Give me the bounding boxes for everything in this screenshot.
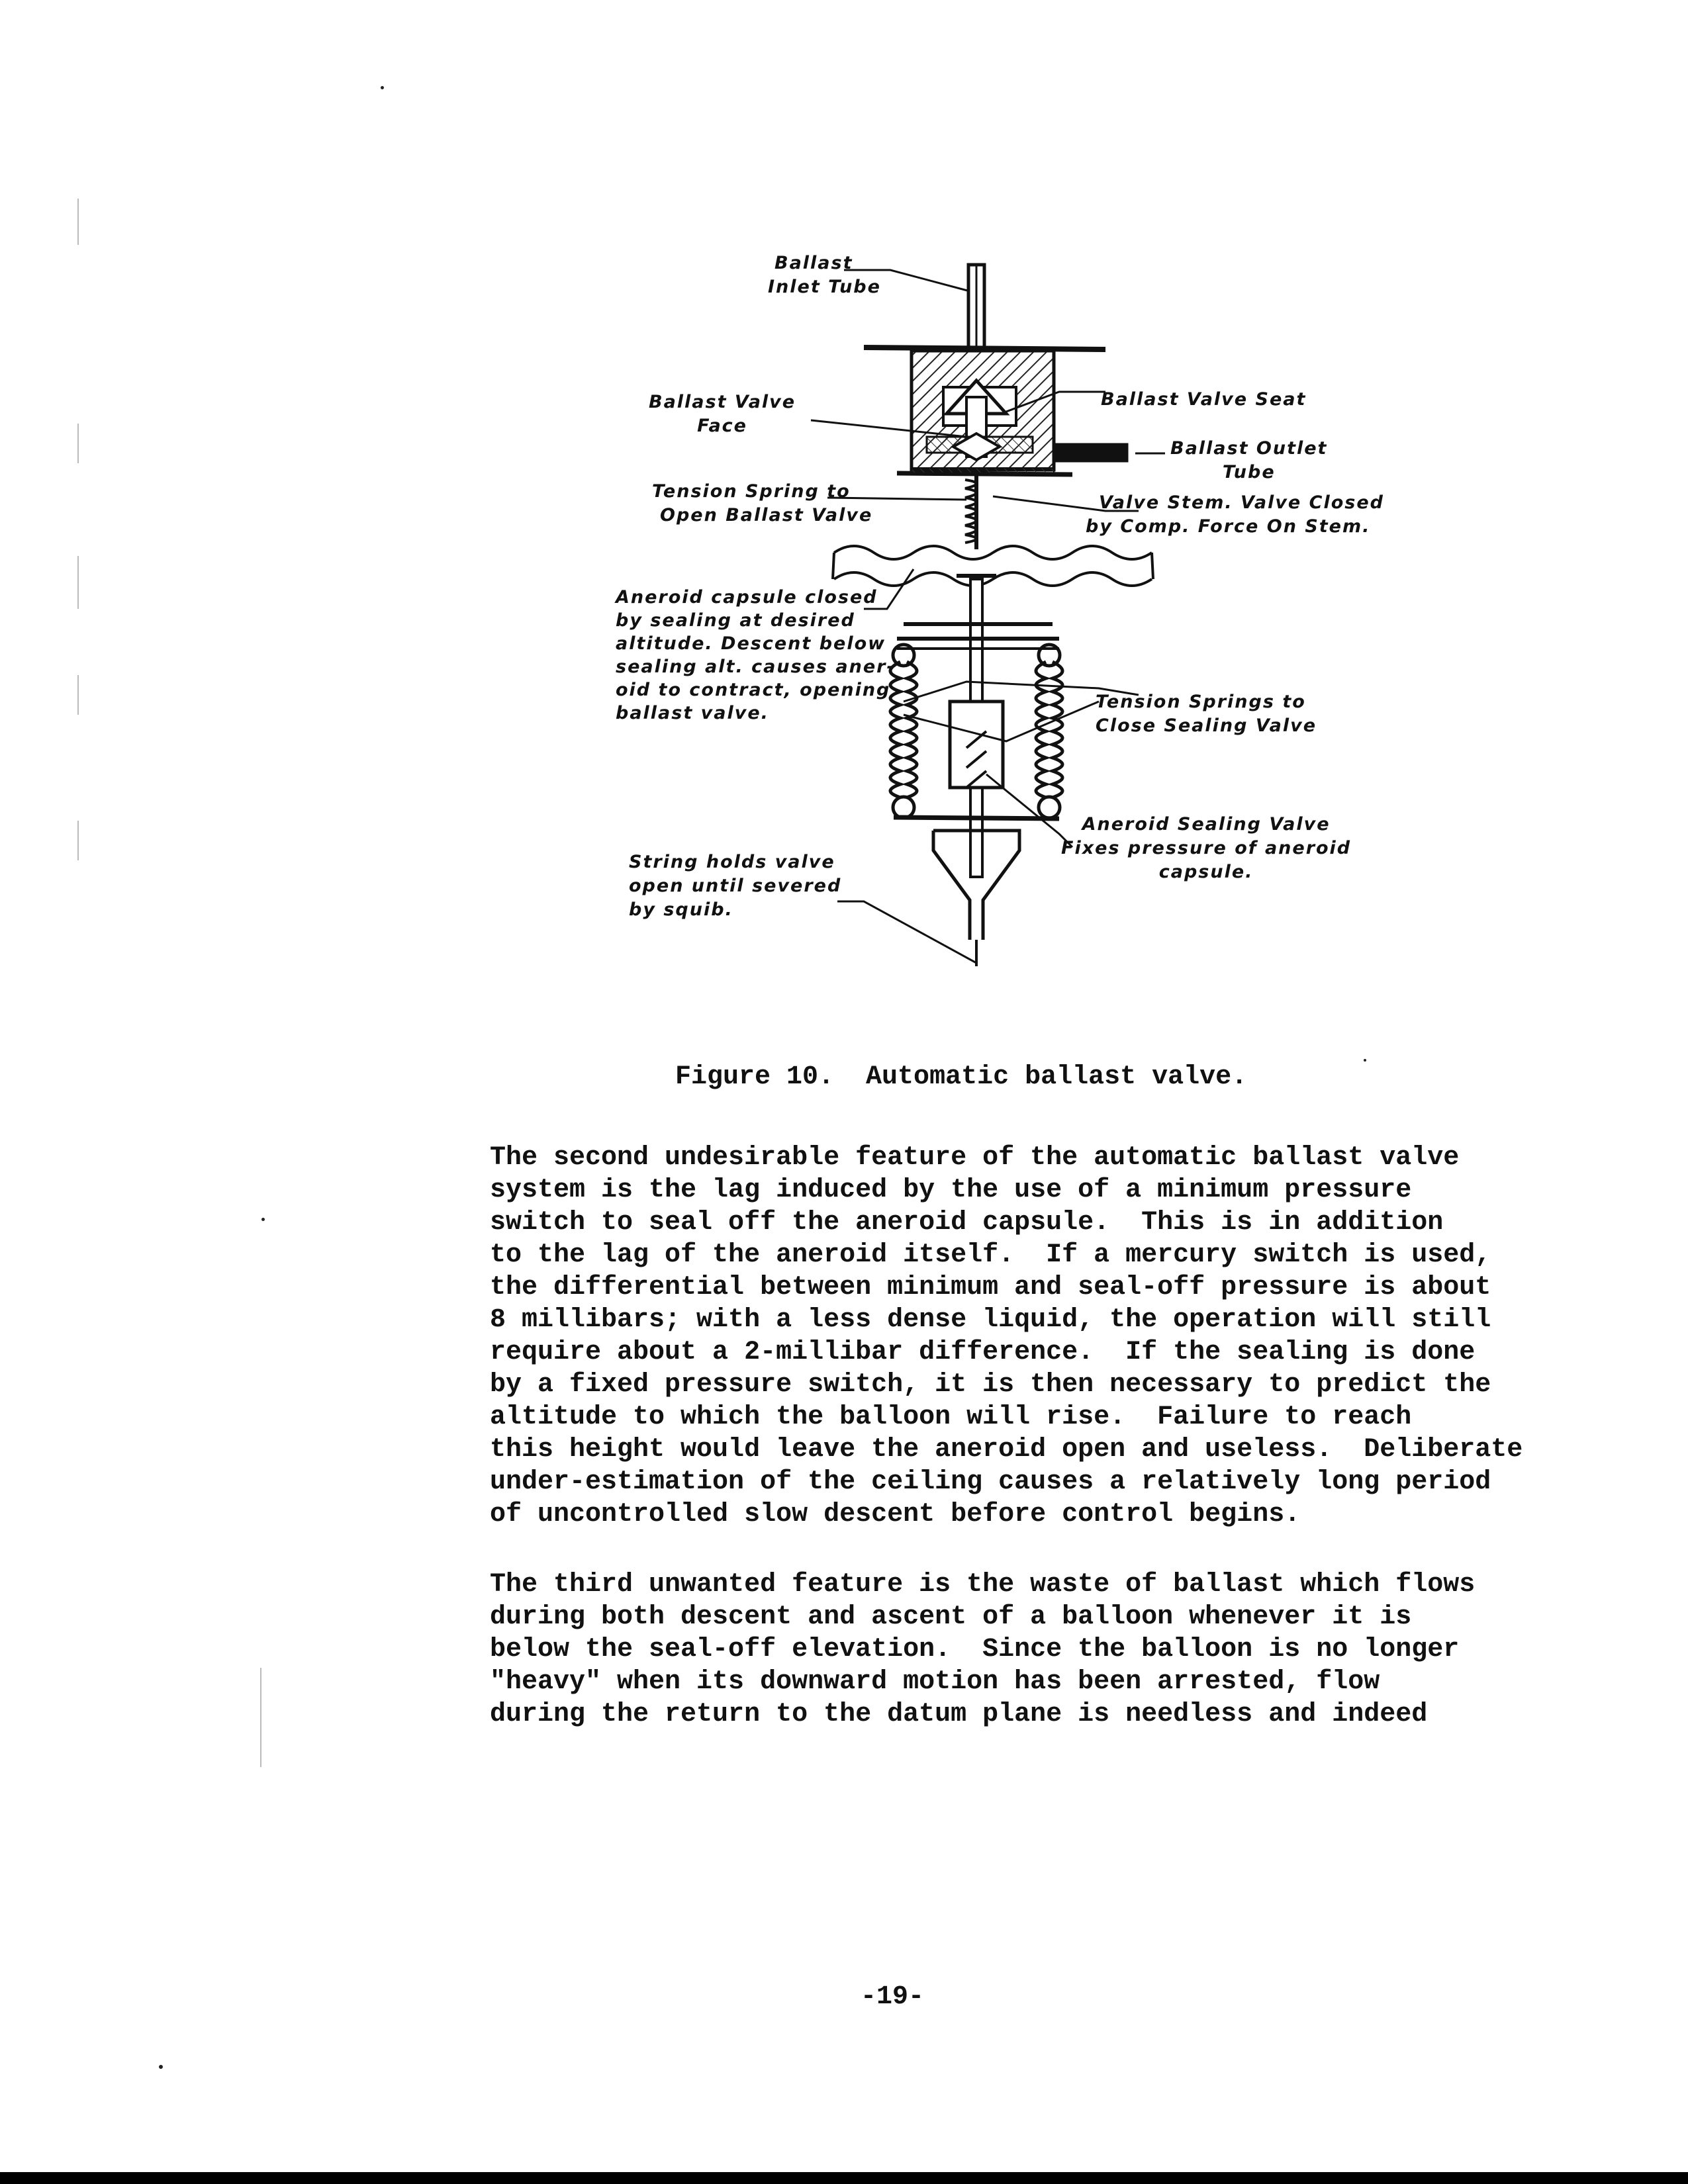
scan-edge-mark [77,675,79,715]
text-line: 8 millibars; with a less dense liquid, the operation will still [490,1305,1491,1335]
scan-edge-mark [77,424,79,463]
text-line: during the return to the datum plane is needless and indeed [490,1700,1428,1729]
text-line: switch to seal off the aneroid capsule. This is in addition [490,1208,1444,1238]
text-line: this height would leave the aneroid open and useless. Deliberate [490,1435,1523,1465]
text-line: under-estimation of the ceiling causes a relatively long period [490,1467,1491,1497]
text-line: altitude to which the balloon will rise. Failure to reach [490,1402,1412,1432]
ballast-valve-diagram [596,238,1423,986]
text-line: "heavy" when its downward motion has been arrested, flow [490,1667,1380,1697]
label-tension-spring: Tension Spring to Open Ballast Valve [652,481,873,525]
label-valve-face: Ballast Valve Face [649,392,796,436]
page-number: -19- [861,1982,925,2012]
text-line: The second undesirable feature of the automatic ballast valve [490,1143,1460,1173]
scan-speck [159,2065,163,2069]
label-string: String holds valve open until severed by squib. [629,852,842,920]
scan-edge-mark [77,821,79,860]
text-line: require about a 2-millibar difference. If the sealing is done [490,1338,1476,1367]
right-spring-shape [1036,645,1062,818]
figure-caption: Figure 10. Automatic ballast valve. [675,1062,1248,1092]
paragraph-2 [490,1569,1582,1731]
scan-edge-mark [77,556,79,609]
label-aneroid-capsule: Aneroid capsule closed by sealing at desired altitude. Descent below sealing alt. causes aner- oid to contract, opening ballast valve. [616,587,896,723]
scan-speck [1364,1059,1366,1062]
text-line: to the lag of the aneroid itself. If a mercury switch is used, [490,1240,1491,1270]
label-tension-springs-close: Tension Springs to Close Sealing Valve [1096,692,1317,736]
paragraph-1 [490,1142,1582,1531]
label-outlet-tube: Ballast Outlet Tube [1170,438,1328,482]
label-valve-seat: Ballast Valve Seat [1101,389,1307,410]
text-line: The third unwanted feature is the waste of ballast which flows [490,1570,1476,1600]
scan-bottom-edge [0,2172,1688,2184]
scan-edge-mark [260,1668,261,1767]
scan-speck [381,86,384,89]
scan-edge-mark [77,199,79,245]
text-line: by a fixed pressure switch, it is then necessary to predict the [490,1370,1491,1400]
sealing-valve-shape [950,702,1003,788]
label-sealing-valve: Aneroid Sealing Valve Fixes pressure of aneroid capsule. [1061,814,1352,882]
text-line: system is the lag induced by the use of a minimum pressure [490,1175,1412,1205]
text-line: the differential between minimum and seal-off pressure is about [490,1273,1491,1302]
label-inlet-tube: Ballast Inlet Tube [768,253,881,297]
text-line: below the seal-off elevation. Since the balloon is no longer [490,1635,1460,1664]
text-line: of uncontrolled slow descent before control begins. [490,1500,1301,1529]
text-line: during both descent and ascent of a balloon whenever it is [490,1602,1412,1632]
scan-speck [261,1218,265,1221]
outlet-tube-shape [1054,445,1127,461]
label-valve-stem: Valve Stem. Valve Closed by Comp. Force On Stem. [1086,492,1384,537]
